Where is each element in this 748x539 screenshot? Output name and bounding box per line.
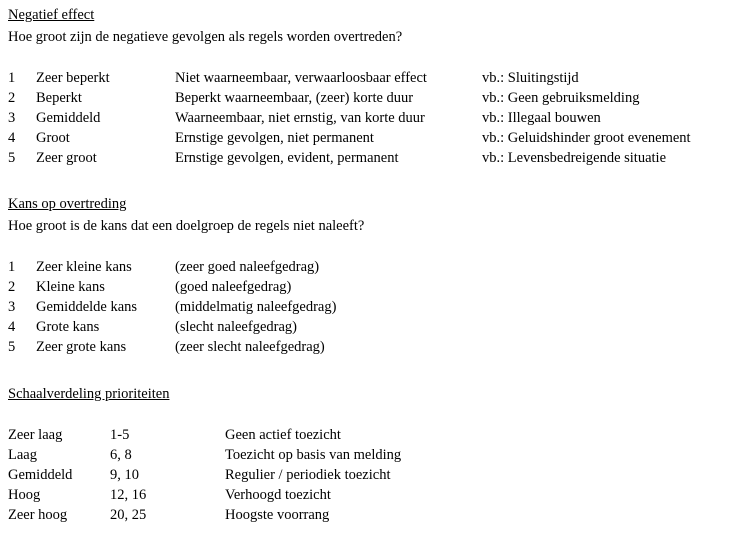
row-number: 2 bbox=[8, 279, 16, 295]
row-description: Niet waarneembaar, verwaarloosbaar effect bbox=[175, 70, 427, 86]
section-heading: Schaalverdeling prioriteiten bbox=[8, 386, 170, 402]
table-row bbox=[8, 505, 401, 525]
table-row bbox=[8, 108, 691, 128]
table-row bbox=[8, 88, 691, 108]
row-range: 6, 8 bbox=[110, 447, 132, 463]
row-description: Ernstige gevolgen, evident, permanent bbox=[175, 150, 399, 166]
row-number: 4 bbox=[8, 319, 16, 335]
row-range: 12, 16 bbox=[110, 487, 147, 503]
row-number: 2 bbox=[8, 90, 16, 106]
row-label: Hoog bbox=[8, 487, 41, 503]
row-label: Zeer beperkt bbox=[36, 70, 110, 86]
table-row bbox=[8, 68, 691, 88]
section-schaalverdeling-prioriteiten bbox=[8, 385, 401, 525]
row-number: 4 bbox=[8, 130, 16, 146]
row-range: 20, 25 bbox=[110, 507, 147, 523]
table-row bbox=[8, 465, 401, 485]
section-heading: Kans op overtreding bbox=[8, 196, 127, 212]
row-description: Waarneembaar, niet ernstig, van korte duur bbox=[175, 110, 425, 126]
table-row bbox=[8, 445, 401, 465]
table-row bbox=[8, 148, 691, 168]
row-number: 1 bbox=[8, 70, 16, 86]
row-label: Groot bbox=[36, 130, 70, 146]
row-label: Gemiddeld bbox=[8, 467, 73, 483]
row-description: (middelmatig naleefgedrag) bbox=[175, 299, 337, 315]
section-kans-op-overtreding bbox=[8, 195, 364, 357]
row-description: (zeer goed naleefgedrag) bbox=[175, 259, 320, 275]
row-number: 3 bbox=[8, 299, 16, 315]
table-row bbox=[8, 277, 336, 297]
row-label: Grote kans bbox=[36, 319, 100, 335]
row-example: vb.: Geluidshinder groot evenement bbox=[482, 130, 691, 146]
row-range: 9, 10 bbox=[110, 467, 139, 483]
table-row bbox=[8, 317, 336, 337]
row-label: Beperkt bbox=[36, 90, 82, 106]
negatief-effect-table bbox=[8, 68, 691, 168]
row-label: Zeer grote kans bbox=[36, 339, 127, 355]
row-label: Gemiddelde kans bbox=[36, 299, 138, 315]
row-example: vb.: Sluitingstijd bbox=[482, 70, 579, 86]
row-number: 1 bbox=[8, 259, 16, 275]
row-label: Laag bbox=[8, 447, 37, 463]
table-row bbox=[8, 128, 691, 148]
schaalverdeling-table bbox=[8, 425, 401, 525]
table-row bbox=[8, 337, 336, 357]
row-number: 3 bbox=[8, 110, 16, 126]
row-range: 1-5 bbox=[110, 427, 130, 443]
row-number: 5 bbox=[8, 150, 16, 166]
row-label: Zeer laag bbox=[8, 427, 63, 443]
row-description: Toezicht op basis van melding bbox=[225, 447, 402, 463]
row-description: Ernstige gevolgen, niet permanent bbox=[175, 130, 374, 146]
section-negatief-effect bbox=[8, 6, 691, 168]
row-description: Geen actief toezicht bbox=[225, 427, 341, 443]
row-label: Gemiddeld bbox=[36, 110, 101, 126]
row-example: vb.: Levensbedreigende situatie bbox=[482, 150, 667, 166]
row-description: (goed naleefgedrag) bbox=[175, 279, 292, 295]
row-example: vb.: Illegaal bouwen bbox=[482, 110, 601, 126]
row-label: Kleine kans bbox=[36, 279, 105, 295]
row-description: Hoogste voorrang bbox=[225, 507, 330, 523]
row-description: Verhoogd toezicht bbox=[225, 487, 331, 503]
table-row bbox=[8, 257, 336, 277]
row-label: Zeer groot bbox=[36, 150, 97, 166]
row-label: Zeer hoog bbox=[8, 507, 68, 523]
table-row bbox=[8, 485, 401, 505]
row-label: Zeer kleine kans bbox=[36, 259, 132, 275]
section-heading: Negatief effect bbox=[8, 7, 95, 23]
section-subheading: Hoe groot zijn de negatieve gevolgen als regels worden overtreden? bbox=[8, 29, 403, 45]
row-description: Beperkt waarneembaar, (zeer) korte duur bbox=[175, 90, 414, 106]
table-row bbox=[8, 425, 401, 445]
section-subheading: Hoe groot is de kans dat een doelgroep de regels niet naleeft? bbox=[8, 218, 365, 234]
row-number: 5 bbox=[8, 339, 16, 355]
kans-op-overtreding-table bbox=[8, 257, 336, 357]
row-example: vb.: Geen gebruiksmelding bbox=[482, 90, 640, 106]
row-description: (zeer slecht naleefgedrag) bbox=[175, 339, 325, 355]
table-row bbox=[8, 297, 336, 317]
row-description: Regulier / periodiek toezicht bbox=[225, 467, 391, 483]
row-description: (slecht naleefgedrag) bbox=[175, 319, 297, 335]
